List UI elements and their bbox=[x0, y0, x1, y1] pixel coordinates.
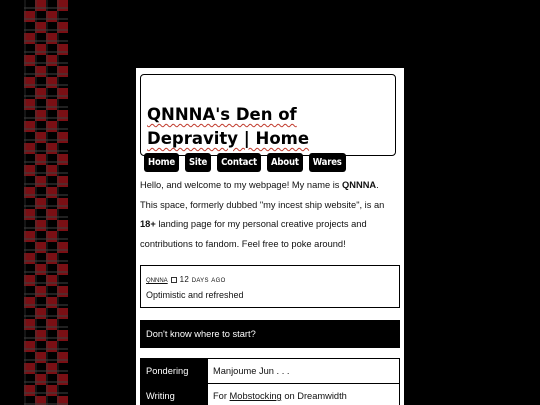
nav-item-about[interactable]: About bbox=[267, 153, 303, 172]
mobstocking-link[interactable]: Mobstocking bbox=[229, 391, 282, 401]
nav-bar bbox=[144, 153, 346, 172]
nav-item-site[interactable]: Site bbox=[185, 153, 211, 172]
table-row-value: For Mobstocking on Dreamwidth bbox=[208, 384, 400, 405]
nav-item-contact[interactable]: Contact bbox=[217, 153, 261, 172]
checkbox-icon bbox=[171, 277, 177, 283]
status-text: Optimistic and refreshed bbox=[146, 290, 244, 300]
intro-name: QNNNA bbox=[342, 180, 377, 190]
main-page bbox=[136, 68, 404, 405]
decorative-checker-stripe bbox=[24, 0, 68, 405]
page-title: QNNNA's Den of Depravity | Home bbox=[147, 105, 310, 148]
status-user-link[interactable]: qnnna bbox=[146, 275, 168, 284]
status-box bbox=[140, 265, 400, 308]
table-row-label: Pondering bbox=[141, 359, 208, 384]
start-heading: Don't know where to start? bbox=[140, 320, 400, 348]
table-row bbox=[141, 384, 400, 405]
table-row-value: Manjoume Jun . . . bbox=[208, 359, 400, 384]
header-box bbox=[140, 74, 396, 156]
status-timestamp: 12 days ago bbox=[179, 275, 226, 284]
table-row-label: Writing bbox=[141, 384, 208, 405]
info-table bbox=[140, 358, 400, 405]
table-row bbox=[141, 359, 400, 384]
status-meta bbox=[146, 275, 226, 284]
nav-item-wares[interactable]: Wares bbox=[309, 153, 346, 172]
intro-rating: 18+ bbox=[140, 219, 156, 229]
nav-item-home[interactable]: Home bbox=[144, 153, 179, 172]
intro-paragraph: Hello, and welcome to my webpage! My name is QNNNA. This space, formerly dubbed "my incest ship website", is an 18+ landing page for my personal creative projects and contributions to fandom. Feel free to poke around! bbox=[140, 180, 385, 249]
